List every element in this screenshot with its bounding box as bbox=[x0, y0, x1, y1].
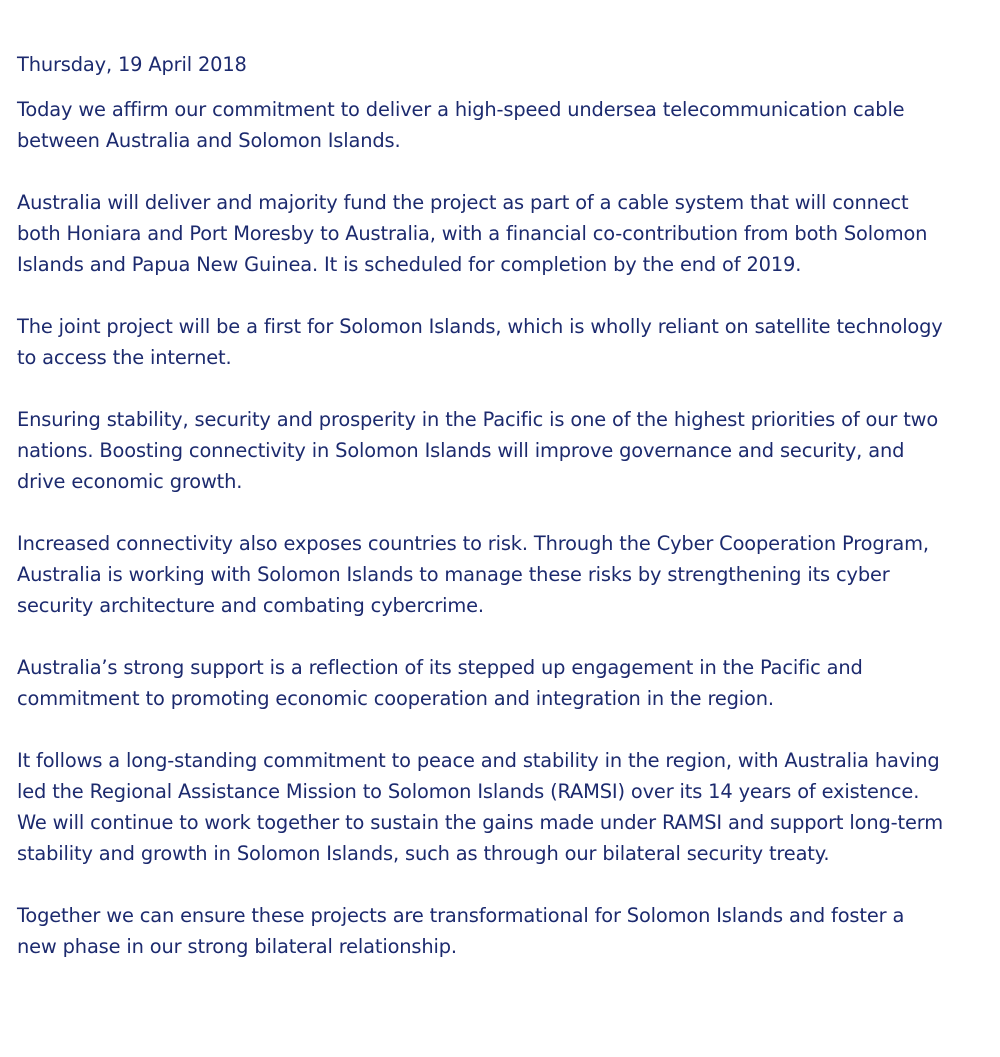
paragraph-support: Australia’s strong support is a reflection of its stepped up engagement in the Pacific and commitment to promoting economic cooperation and integration in the region. bbox=[17, 656, 863, 710]
paragraph-funding: Australia will deliver and majority fund the project as part of a cable system that will connect both Honiara and Port Moresby to Australia, with a financial co-contribution from both Solomon Islands and Papua New Guinea. It is scheduled for completion by the end of 2019. bbox=[17, 191, 928, 276]
statement-body bbox=[17, 49, 947, 993]
paragraph-stability: Ensuring stability, security and prosperity in the Pacific is one of the highest priorities of our two nations. Boosting connectivity in Solomon Islands will improve governance and security, and drive economic growth. bbox=[17, 408, 939, 493]
paragraph-ramsi: It follows a long-standing commitment to peace and stability in the region, with Australia having led the Regional Assistance Mission to Solomon Islands (RAMSI) over its 14 years of existence. We will continue to work together to sustain the gains made under RAMSI and support long-term stability and growth in Solomon Islands, such as through our bilateral security treaty. bbox=[17, 749, 943, 865]
statement-date: Thursday, 19 April 2018 bbox=[17, 53, 247, 76]
paragraph-joint-project: The joint project will be a first for Solomon Islands, which is wholly reliant on satellite technology to access the internet. bbox=[17, 315, 943, 369]
paragraph-cyber-risk: Increased connectivity also exposes countries to risk. Through the Cyber Cooperation Program, Australia is working with Solomon Islands to manage these risks by strengthening its cyber security architecture and combating cybercrime. bbox=[17, 532, 929, 617]
paragraph-cable-commitment: Today we affirm our commitment to deliver a high-speed undersea telecommunication cable between Australia and Solomon Islands. bbox=[17, 98, 905, 152]
paragraph-together: Together we can ensure these projects are transformational for Solomon Islands and foster a new phase in our strong bilateral relationship. bbox=[17, 904, 905, 958]
